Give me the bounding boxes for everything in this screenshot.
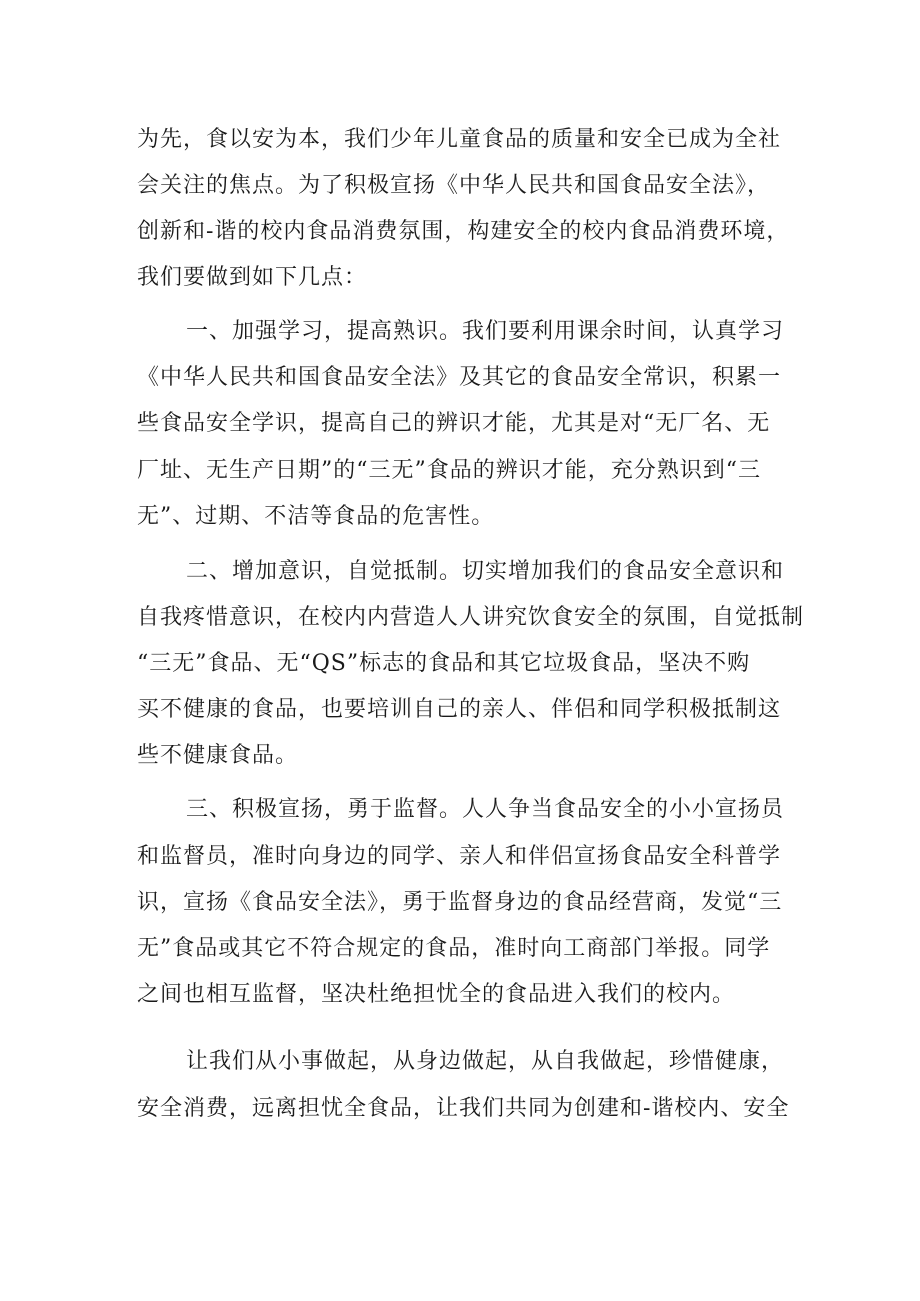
text-line: 我们要做到如下几点： <box>137 265 368 290</box>
paragraph-3-first-line: 三、积极宣扬，勇于监督。人人争当食品安全的小小宣扬员 <box>186 797 785 822</box>
text-line: 为先，食以安为本，我们少年儿童食品的质量和安全已成为全社 <box>137 127 782 152</box>
text-line: 自我疼惜意识，在校内内营造人人讲究饮食安全的氛围，自觉抵制 <box>137 605 805 630</box>
text-line: 厂址、无生产日期”的“三无”食品的辨识才能，充分熟识到“三 <box>137 458 761 483</box>
text-line: “三无”食品、无“QS”标志的食品和其它垃圾食品，坚决不购 <box>137 651 751 676</box>
text-line: 《中华人民共和国食品安全法》及其它的食品安全常识，积累一 <box>137 365 782 390</box>
paragraph-1-first-line: 一、加强学习，提高熟识。我们要利用课余时间，认真学习 <box>186 319 785 344</box>
text-line: 和监督员，准时向身边的同学、亲人和伴侣宣扬食品安全科普学 <box>137 844 782 869</box>
text-line: 些食品安全学识，提高自己的辨识才能，尤其是对“无厂名、无 <box>137 411 771 436</box>
text-line: 会关注的焦点。为了积极宣扬《中华人民共和国食品安全法》， <box>137 173 771 198</box>
text-line: 之间也相互监督，坚决杜绝担忧全的食品进入我们的校内。 <box>137 982 736 1007</box>
text-line: 些不健康食品。 <box>137 743 299 768</box>
text-line: 创新和-谐的校内食品消费氛围，构建安全的校内食品消费环境， <box>137 219 790 244</box>
text-line: 无”、过期、不洁等食品的危害性。 <box>137 504 495 529</box>
text-line: 安全消费，远离担忧全食品，让我们共同为创建和-谐校内、安全 <box>137 1096 790 1121</box>
text-line: 无”食品或其它不符合规定的食品，准时向工商部门举报。同学 <box>137 936 771 961</box>
closing-paragraph-first-line: 让我们从小事做起，从身边做起，从自我做起，珍惜健康， <box>186 1049 785 1074</box>
text-line: 识，宣扬《食品安全法》，勇于监督身边的食品经营商，发觉“三 <box>137 890 783 915</box>
paragraph-2-first-line: 二、增加意识，自觉抵制。切实增加我们的食品安全意识和 <box>186 559 785 584</box>
text-line: 买不健康的食品，也要培训自己的亲人、伴侣和同学积极抵制这 <box>137 697 782 722</box>
